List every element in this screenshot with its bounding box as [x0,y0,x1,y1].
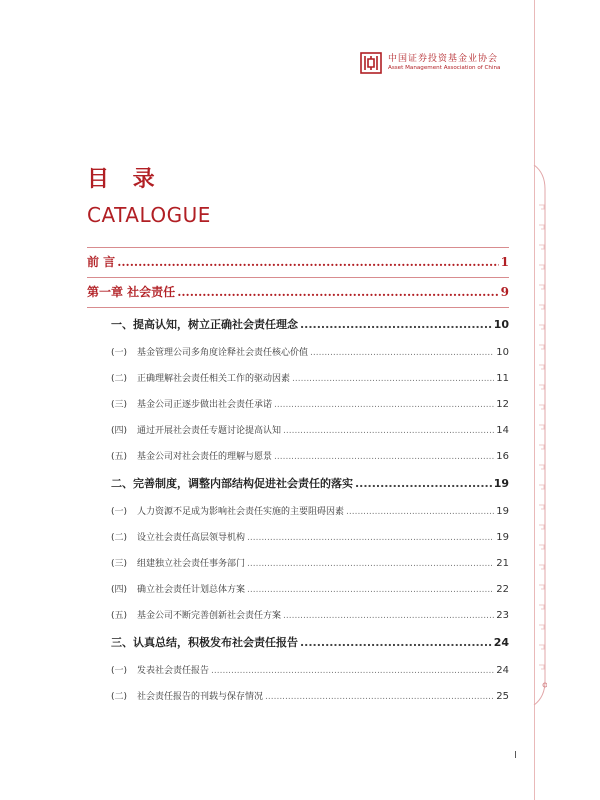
toc-item-number: (四) [111,585,128,595]
leader-dots [346,507,494,517]
toc-page-number: 11 [496,373,509,384]
toc-item[interactable] [87,423,509,436]
toc-section[interactable] [87,316,509,332]
toc-item-number: (二) [111,374,128,384]
toc-item[interactable] [87,582,509,595]
toc-item-label: 组建独立社会责任事务部门 [137,559,246,569]
toc-item[interactable] [87,371,509,384]
toc-item-number: (三) [111,559,128,569]
toc-item-number: (五) [111,452,128,462]
leader-dots [300,318,492,331]
toc-item-label: 人力资源不足成为影响社会责任实施的主要阻碍因素 [137,507,345,517]
toc-item-label: 发表社会责任报告 [137,666,210,676]
toc-item-number: (三) [111,400,128,410]
toc-section[interactable] [87,475,509,491]
leader-dots [247,533,494,543]
toc-item-label: 设立社会责任高层领导机构 [137,533,246,543]
header-logo [360,52,500,74]
toc-item-number: (一) [111,666,128,676]
toc-item[interactable] [87,689,509,702]
toc-entry-preface[interactable] [87,247,509,277]
page-number: I [514,750,517,761]
toc-page-number: 23 [496,610,509,621]
toc-page-number: 1 [500,255,509,269]
leader-dots [355,477,492,490]
toc-page-number: 9 [500,285,509,299]
toc-page-number: 10 [496,347,509,358]
toc-page-number: 16 [496,451,509,462]
toc-item-label: 基金公司不断完善创新社会责任方案 [137,611,282,621]
toc-page-number: 19 [496,532,509,543]
margin-ornament [533,165,547,705]
toc-item-label: 通过开展社会责任专题讨论提高认知 [137,426,282,436]
page-title: 目 录 [87,167,163,192]
toc-page-number: 22 [496,584,509,595]
toc-item-number: (二) [111,533,128,543]
toc-item[interactable] [87,504,509,517]
org-name-en: Asset Management Association of China [388,64,501,71]
page-subtitle: CATALOGUE [87,203,211,227]
leader-dots [274,400,494,410]
toc-section-label: 三、认真总结，积极发布社会责任报告 [111,636,298,649]
leader-dots [310,348,494,358]
leader-dots [247,559,494,569]
leader-dots [283,426,494,436]
toc-item[interactable] [87,397,509,410]
toc-entry-chapter[interactable] [87,277,509,307]
toc-item-number: (二) [111,692,128,702]
toc-item[interactable] [87,608,509,621]
org-name-cn: 中国证券投资基金业协会 [388,53,499,64]
leader-dots [283,611,494,621]
toc-page-number: 25 [496,691,509,702]
toc-section-label: 一、提高认知，树立正确社会责任理念 [111,318,298,331]
toc-section-label: 二、完善制度，调整内部结构促进社会责任的落实 [111,477,353,490]
leader-dots [177,277,498,307]
toc-page-number: 24 [496,665,509,676]
leader-dots [265,692,494,702]
toc-item[interactable] [87,663,509,676]
toc-item-number: (四) [111,426,128,436]
leader-dots [292,374,494,384]
toc-item-label: 社会责任报告的刊载与保存情况 [137,692,264,702]
leader-dots [300,636,492,649]
toc-divider [87,307,509,308]
toc-page-number: 24 [493,636,509,649]
leader-dots [211,666,494,676]
toc-page-number: 21 [496,558,509,569]
toc-page-number: 19 [493,477,509,490]
toc-item-label: 正确理解社会责任相关工作的驱动因素 [137,374,291,384]
toc-item-label: 确立社会责任计划总体方案 [137,585,246,595]
toc-item[interactable] [87,449,509,462]
toc-page-number: 12 [496,399,509,410]
leader-dots [274,452,494,462]
toc-entry-label: 第一章 社会责任 [87,285,176,299]
toc-entry-label: 前 言 [87,255,116,269]
toc-item-label: 基金管理公司多角度诠释社会责任核心价值 [137,348,309,358]
toc-item-label: 基金公司正逐步做出社会责任承诺 [137,400,273,410]
toc-item-number: (一) [111,348,128,358]
toc-page-number: 10 [493,318,509,331]
toc-item[interactable] [87,345,509,358]
leader-dots [117,247,498,277]
leader-dots [247,585,494,595]
toc-page-number: 14 [496,425,509,436]
association-emblem-icon [360,52,382,74]
toc-item[interactable] [87,556,509,569]
toc-item[interactable] [87,530,509,543]
toc-item-label: 基金公司对社会责任的理解与愿景 [137,452,273,462]
toc-item-number: (五) [111,611,128,621]
toc-page-number: 19 [496,506,509,517]
toc-item-number: (一) [111,507,128,517]
toc-section[interactable] [87,634,509,650]
